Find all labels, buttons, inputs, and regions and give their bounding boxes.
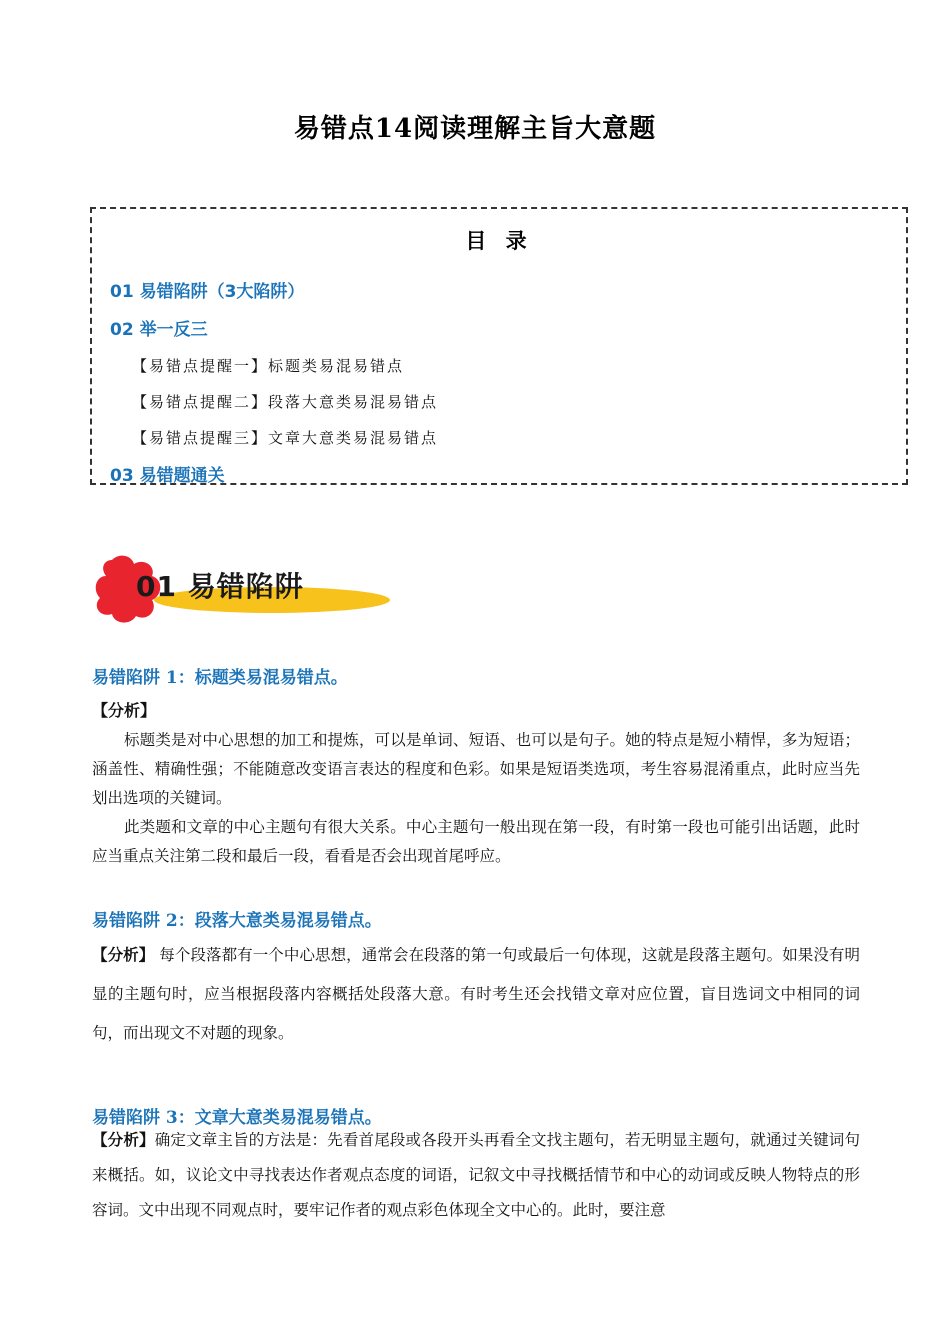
toc-reminder-3[interactable]: 【易错点提醒三】文章大意类易混易错点: [132, 429, 439, 447]
trap-3-text: 确定文章主旨的方法是：先看首尾段或各段开头再看全文找主题句，若无明显主题句，就通过关键词句来概括。如，议论文中寻找表达作者观点态度的词语，记叙文中寻找概括情节和中心的动词或反映人物特点的形容词。文中出现不同观点时，要牢记作者的观点彩色体现全文中心的。此时，要注意: [92, 1131, 860, 1219]
toc-section-2[interactable]: 02 举一反三: [110, 320, 208, 340]
toc-reminder-2[interactable]: 【易错点提醒二】段落大意类易混易错点: [132, 393, 439, 411]
trap-1-paragraph-2: 此类题和文章的中心主题句有很大关系。中心主题句一般出现在第一段，有时第一段也可能引出话题，此时应当重点关注第二段和最后一段，看看是否会出现首尾呼应。: [92, 818, 860, 865]
trap-1-analysis-label: 【分析】: [92, 701, 157, 720]
trap-3-paragraph: [92, 1122, 860, 1228]
trap-1-heading: 易错陷阱 1：标题类易混易错点。: [92, 668, 348, 688]
toc-section-3[interactable]: 03 易错题通关: [110, 466, 225, 486]
trap-2-analysis-label: 【分析】: [92, 945, 155, 964]
trap-1-paragraph-1: 标题类是对中心思想的加工和提炼，可以是单词、短语、也可以是句子。她的特点是短小精悍，多为短语；涵盖性、精确性强；不能随意改变语言表达的程度和色彩。如果是短语类选项，考生容易混淆重点，此时应当先划出选项的关键词。: [92, 731, 860, 807]
document-title: 易错点14阅读理解主旨大意题: [293, 114, 657, 144]
table-of-contents: [90, 207, 908, 485]
trap-2-text: 每个段落都有一个中心思想，通常会在段落的第一句或最后一句体现，这就是段落主题句。如果没有明显的主题句时，应当根据段落内容概括处段落大意。有时考生还会找错文章对应位置，盲目选词文中相同的词句，而出现文不对题的现象。: [92, 946, 860, 1042]
toc-reminder-1[interactable]: 【易错点提醒一】标题类易混易错点: [132, 357, 405, 375]
section-banner-label: 01 易错陷阱: [136, 570, 304, 603]
toc-heading: 目 录: [465, 229, 533, 253]
toc-section-1[interactable]: 01 易错陷阱（3大陷阱）: [110, 282, 305, 302]
trap-2-heading: 易错陷阱 2：段落大意类易混易错点。: [92, 911, 382, 931]
trap-2-paragraph: [92, 935, 860, 1053]
trap-3-heading: 易错陷阱 3：文章大意类易混易错点。: [92, 1108, 382, 1128]
trap-3-analysis-label: 【分析】: [92, 1130, 155, 1149]
